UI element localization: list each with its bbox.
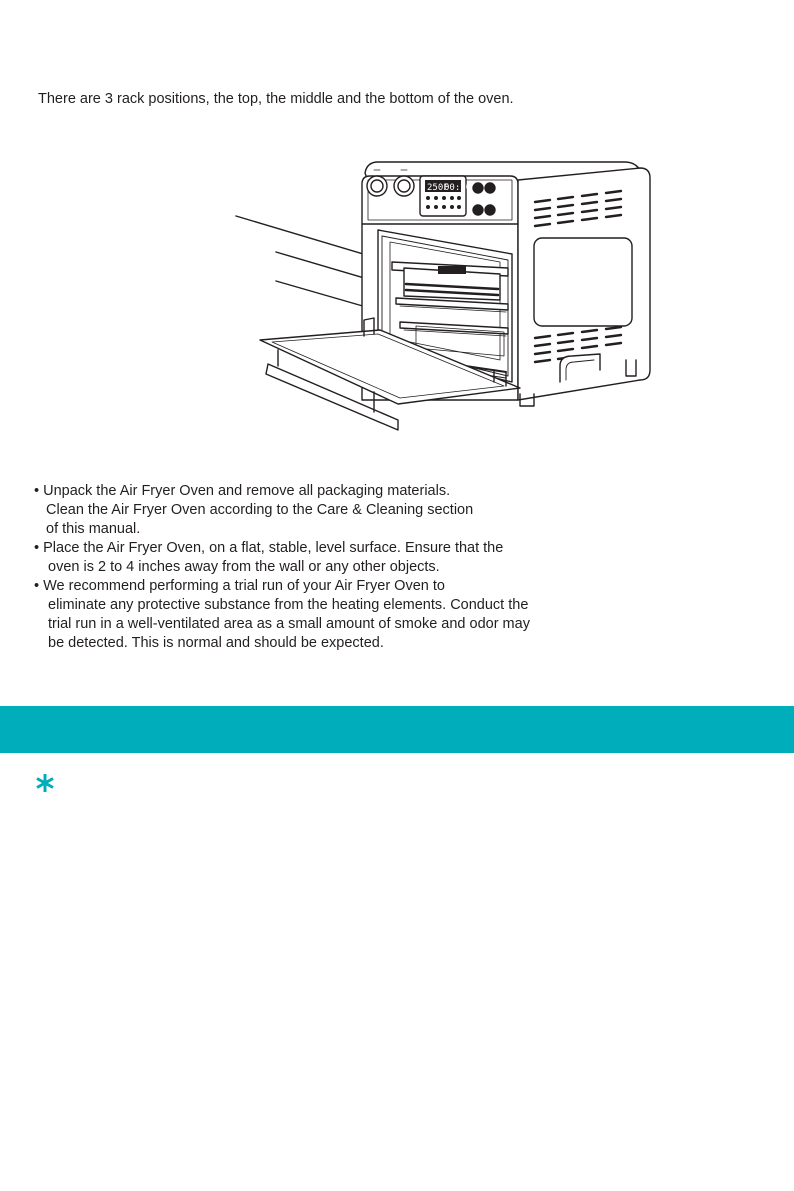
air-fryer-oven-illustration <box>230 150 660 435</box>
bullet-line: Place the Air Fryer Oven, on a flat, stable, level surface. Ensure that the <box>43 540 504 556</box>
section-header-band <box>0 706 794 753</box>
bullet-line: oven is 2 to 4 inches away from the wall or any other objects. <box>48 559 440 575</box>
bullet-marker: • <box>34 540 44 556</box>
bullet-marker: • <box>34 578 44 594</box>
rack-positions-text: There are 3 rack positions, the top, the middle and the bottom of the oven. <box>38 91 514 107</box>
start-button <box>473 183 483 193</box>
power-button <box>485 205 495 215</box>
light-button <box>485 183 495 193</box>
stop-button <box>473 205 483 215</box>
bullet-line: eliminate any protective substance from the heating elements. Conduct the <box>48 597 529 613</box>
bullet-line: of this manual. <box>46 521 141 537</box>
display-time: 00:20 <box>444 183 472 193</box>
list-item <box>34 539 594 577</box>
asterisk-icon <box>34 772 56 794</box>
list-item <box>34 577 594 653</box>
bullet-line: Clean the Air Fryer Oven according to the Care & Cleaning section <box>46 502 474 518</box>
bullet-line: We recommend performing a trial run of your Air Fryer Oven to <box>43 578 445 594</box>
list-item <box>34 482 594 539</box>
time-knob <box>394 176 414 196</box>
setup-instructions-list <box>34 482 594 653</box>
display-temp: 250F <box>427 183 449 193</box>
bullet-line: trial run in a well-ventilated area as a small amount of smoke and odor may <box>48 616 530 632</box>
bullet-line: Unpack the Air Fryer Oven and remove all packaging materials. <box>43 483 451 499</box>
side-window <box>534 238 632 326</box>
bullet-line: be detected. This is normal and should be expected. <box>48 635 384 651</box>
temperature-knob <box>367 176 387 196</box>
bullet-marker: • <box>34 483 44 499</box>
